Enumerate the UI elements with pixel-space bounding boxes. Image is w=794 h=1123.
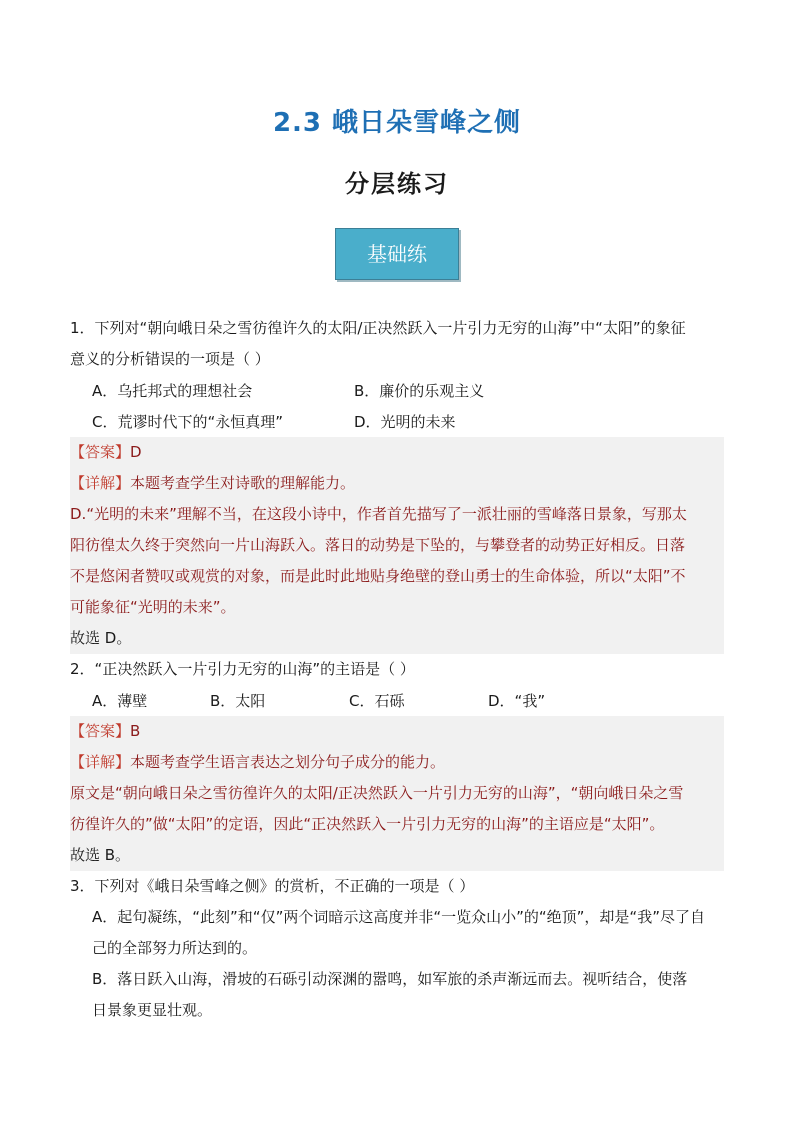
detail-line: [70, 747, 724, 778]
option-c: C．石砾: [349, 692, 405, 710]
question-stem: 意义的分析错误的一项是（ ）: [70, 350, 270, 368]
option-line: A．起句凝练，“此刻”和“仅”两个词暗示这高度并非“一览众山小”的“绝顶”，却是“我”尽了自: [92, 908, 705, 926]
question-3: [70, 871, 724, 1026]
detail-tag: 【详解】: [70, 753, 131, 771]
detail-intro: 本题考查学生对诗歌的理解能力。: [130, 474, 356, 492]
conclusion: 故选 D。: [70, 629, 132, 647]
question-stem: 1．下列对“朝向峨日朵之雪彷徨许久的太阳/正决然跃入一片引力无穷的山海”中“太阳”的象征: [70, 319, 686, 337]
detail-text-line: D.“光明的未来”理解不当，在这段小诗中，作者首先描写了一派壮丽的雪峰落日景象，写那太: [70, 505, 687, 523]
option-line: B．落日跃入山海，滑坡的石砾引动深渊的嚣鸣，如军旅的杀声渐远而去。视听结合，使落: [92, 970, 688, 988]
option-c: C．荒谬时代下的“永恒真理”: [92, 413, 284, 431]
answer-tag: 【答案】: [70, 722, 131, 740]
question-stem: 3．下列对《峨日朵雪峰之侧》的赏析，不正确的一项是（ ）: [70, 877, 475, 895]
section-badge: 基础练: [335, 228, 459, 280]
option-line: 己的全部努力所达到的。: [92, 939, 258, 957]
option-a: A．薄壁: [92, 692, 148, 710]
question-1: [70, 313, 724, 654]
detail-text-line: 不是悠闲者赞叹或观赏的对象，而是此时此地贴身绝壁的登山勇士的生命体验，所以“太阳”不: [70, 567, 686, 585]
option-d: D．“我”: [488, 692, 546, 710]
answer-block: [70, 716, 724, 871]
answer-value: D: [130, 443, 142, 461]
page-subtitle: 分层练习: [345, 169, 449, 198]
option-row: [70, 375, 724, 406]
question-stem: 2．“正决然跃入一片引力无穷的山海”的主语是（ ）: [70, 660, 415, 678]
question-2: [70, 654, 724, 871]
option-b: B．廉价的乐观主义: [354, 382, 485, 400]
answer-line: [70, 716, 724, 747]
detail-line: [70, 468, 724, 499]
answer-line: [70, 437, 724, 468]
option-a: A．乌托邦式的理想社会: [92, 382, 253, 400]
content-area: [70, 313, 724, 1026]
answer-tag: 【答案】: [70, 443, 131, 461]
option-d: D．光明的未来: [354, 413, 456, 431]
option-b: B．太阳: [210, 692, 266, 710]
detail-text-line: 可能象征“光明的未来”。: [70, 598, 236, 616]
detail-text-line: 彷徨许久的”做“太阳”的定语，因此“正决然跃入一片引力无穷的山海”的主语应是“太阳”。: [70, 815, 665, 833]
page-title: 2.3 峨日朵雪峰之侧: [272, 108, 522, 138]
answer-value: B: [130, 722, 141, 740]
detail-tag: 【详解】: [70, 474, 131, 492]
answer-block: [70, 437, 724, 654]
detail-intro: 本题考查学生语言表达之划分句子成分的能力。: [130, 753, 446, 771]
detail-text-line: 原文是“朝向峨日朵之雪彷徨许久的太阳/正决然跃入一片引力无穷的山海”，“朝向峨日朵之雪: [70, 784, 684, 802]
option-line: 日景象更显壮观。: [92, 1001, 213, 1019]
conclusion: 故选 B。: [70, 846, 131, 864]
option-row: [70, 685, 724, 716]
option-row: [70, 406, 724, 437]
detail-text-line: 阳彷徨太久终于突然向一片山海跃入。落日的动势是下坠的，与攀登者的动势正好相反。日落: [70, 536, 686, 554]
